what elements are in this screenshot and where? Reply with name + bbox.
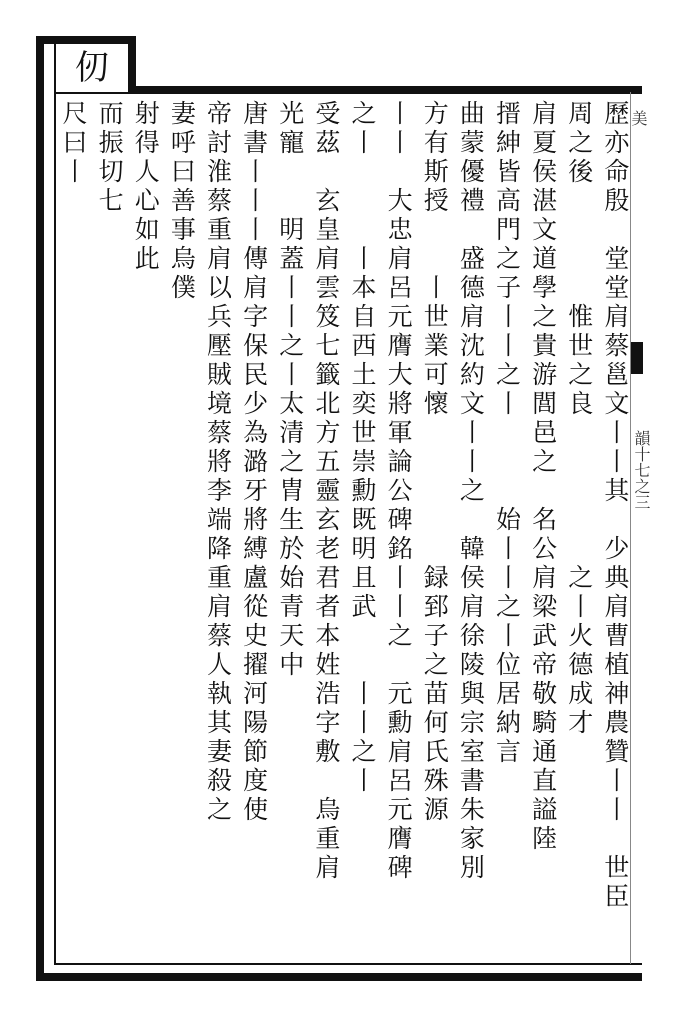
frame-border-left [36,36,44,981]
fold-fish-tail-mark [631,342,643,374]
header-box-border [128,36,136,92]
text-column: 方有斯授 丨世業可懷 録郅子之苗何氏殊源 [420,100,450,825]
header-character: 仞 [75,48,109,88]
text-column: 尺曰丨 [59,100,88,187]
text-column: 曲蒙優禮 盛德肩沈約文丨丨之 韓侯肩徐陵與宗室書朱家別 [456,100,486,883]
text-column: 而振切七 [95,100,125,216]
text-column: 歷亦命殷 堂堂肩蔡邕文丨丨其 少典肩曹植神農贊丨丨 世臣 [600,100,630,912]
fold-divider [630,92,631,964]
text-column: 光寵 明蓋丨丨之丨太清之胄生於始青天中 [275,100,305,680]
text-column: 帝討淮蔡重肩以兵壓賊境蔡將李端降重肩蔡人執其妻殺之 [203,100,233,825]
fold-top-text: 美 [629,110,648,126]
header-box-divider [54,92,132,94]
text-column: 丨丨 大忠肩呂元膺大將軍論公碑銘丨丨之 元勳肩呂元膺碑 [384,100,414,883]
text-column: 受茲 玄皇肩雲笈七籤北方五靈玄老君者本姓浩字敷 烏重肩 [311,100,341,883]
frame-border-top [36,36,136,44]
inner-border-bottom [54,963,642,965]
text-column: 唐書丨丨丨傳肩字保民少為潞牙將縛盧從史擢河陽節度使 [239,100,269,825]
fold-label: 韻十七之三 [632,430,651,510]
text-column: 肩夏侯湛文道學之貴游閭邑之 名公肩梁武帝敬騎通直謚陸 [528,100,558,854]
inner-border-left [54,44,56,964]
text-column: 搢紳皆高門之子丨丨之丨 始丨丨之丨位居納言 [492,100,522,767]
text-column: 周之後 惟世之良 之丨火德成才 [564,100,594,738]
text-column: 之丨 丨本自西土奕世崇勳既明且武 丨丨之丨 [348,100,377,796]
text-column: 妻呼曰善事烏僕 [167,100,197,303]
frame-border-bottom [36,973,642,981]
frame-border-top-rule [132,86,642,94]
text-columns [58,100,630,960]
text-column: 射得人心如此 [131,100,161,274]
